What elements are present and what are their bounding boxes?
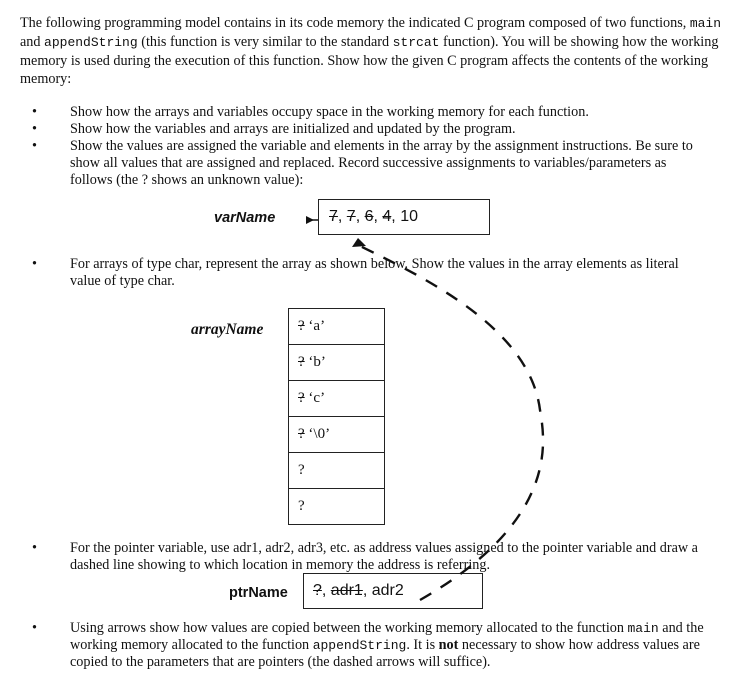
array-cell-value: ‘b’ — [308, 354, 326, 370]
bullet-6-text-3: . It is — [406, 637, 439, 653]
intro-text-1: The following programming model contains in its code memory the indicated C program composed of two functions, — [20, 15, 690, 31]
pointer-arrowhead — [352, 238, 366, 247]
ptr-name-label: ptrName — [229, 585, 288, 601]
code-strcat: strcat — [392, 35, 440, 50]
array-cell-struck: ? — [298, 354, 305, 370]
bullet-dot: • — [32, 121, 37, 137]
code-main: main — [627, 621, 659, 636]
array-cell-value: ? — [298, 498, 305, 514]
bullet-item-4: For arrays of type char, represent the array as shown below. Show the values in the array elements as literal value of type char. — [70, 256, 679, 289]
ptr-values: ?, adr1, adr2 — [313, 582, 404, 599]
bullet-dot: • — [32, 138, 37, 154]
bullet-6-text-1: Using arrows show how values are copied between the working memory allocated to the function — [70, 620, 628, 636]
bullet-item-6 — [70, 620, 710, 671]
array-cell — [288, 488, 385, 525]
ptr-value-box — [303, 573, 483, 609]
var-name-label: varName — [214, 210, 276, 226]
code-appendstring: appendString — [44, 35, 138, 50]
bullet-dot: • — [32, 256, 37, 272]
bullet-item-3: Show the values are assigned the variable and elements in the array by the assignment instructions. Be sure to show all values that are assigned and replaced. Record successive assignments to variables/parameters as follows (the ? shows an unknown value): — [70, 138, 693, 188]
bullet-dot: • — [32, 620, 37, 636]
code-appendstring: appendString — [312, 638, 407, 653]
array-cell — [288, 380, 385, 417]
array-name-label: arrayName — [191, 321, 264, 338]
bullet-6-text-4: necessary to show how address values are copied to the parameters that are pointers (the dashed arrows will suffice). — [70, 637, 700, 670]
var-values: 7, 7, 6, 4, 10 — [329, 208, 418, 225]
array-cell — [288, 308, 385, 345]
array-cell-value: ? — [298, 462, 305, 478]
bullet-item-1: Show how the arrays and variables occupy space in the working memory for each function. — [70, 104, 589, 120]
array-cell-struck: ? — [298, 390, 305, 406]
code-main: main — [689, 16, 722, 31]
array-cell — [288, 416, 385, 453]
intro-text-2: and — [20, 34, 45, 50]
bullet-dot: • — [32, 540, 37, 556]
intro-text-3: (this function is very similar to the standard — [137, 34, 393, 50]
bullet-6-emphasis: not — [438, 637, 459, 653]
var-struck-value: 6 — [364, 208, 374, 225]
var-arrow — [306, 216, 318, 224]
array-cell-value: ‘\0’ — [308, 426, 331, 442]
var-current-value: 10 — [400, 208, 418, 225]
ptr-struck-value: adr1 — [330, 582, 363, 599]
bullet-dot: • — [32, 104, 37, 120]
intro-paragraph — [20, 14, 725, 88]
var-struck-value: 4 — [382, 208, 392, 225]
intro-text-4: function). You will be showing how the working memory is used during the execution of this function. Show how the given C program affects the contents of the working memory: — [20, 34, 719, 87]
array-cell — [288, 344, 385, 381]
array-cell-struck: ? — [298, 426, 305, 442]
array-cell — [288, 452, 385, 489]
bullet-item-5: For the pointer variable, use adr1, adr2, adr3, etc. as address values assigned to the pointer variable and draw a dashed line showing to which location in memory the address is referring. — [70, 540, 698, 573]
ptr-struck-value: ? — [313, 582, 322, 599]
var-value-box — [318, 199, 490, 235]
ptr-current-value: adr2 — [371, 582, 404, 599]
bullet-6-text-2: and the working memory allocated to the function — [70, 620, 704, 653]
var-struck-value: 7 — [346, 208, 356, 225]
array-cell-value: ‘a’ — [308, 318, 326, 334]
var-struck-value: 7 — [329, 208, 338, 225]
bullet-item-2: Show how the variables and arrays are initialized and updated by the program. — [70, 121, 516, 137]
array-cell-value: ‘c’ — [308, 390, 326, 406]
array-cell-struck: ? — [298, 318, 305, 334]
